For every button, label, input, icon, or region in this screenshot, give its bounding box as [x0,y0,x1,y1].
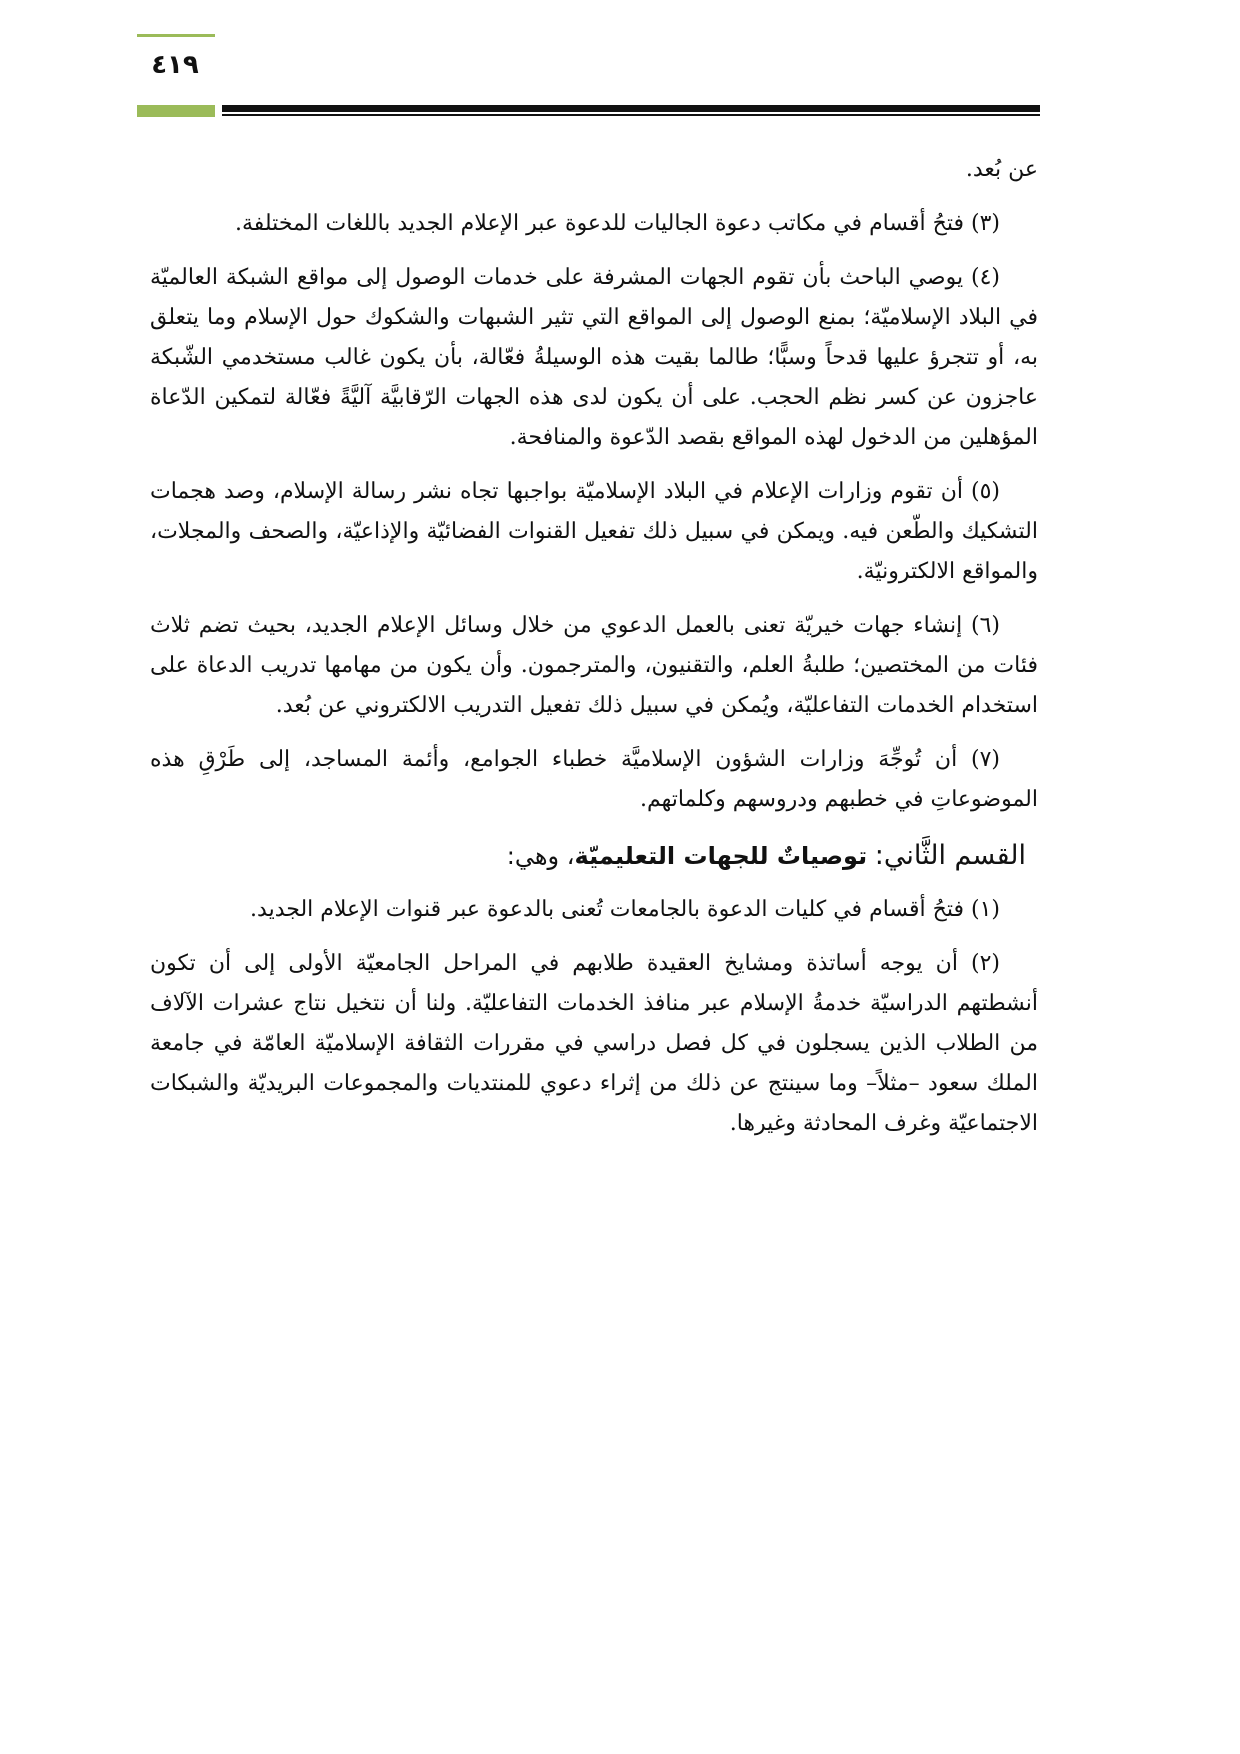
page-number: ٤١٩ [151,50,199,80]
header-rule-green-block [137,105,215,117]
recommendation-4: (٤) يوصي الباحث بأن تقوم الجهات المشرفة على خدمات الوصول إلى مواقع الشبكة العالميّة في البلاد الإسلاميّة؛ بمنع الوصول إلى المواقع التي تثير الشبهات والشكوك حول الإسلام وما يتعلق به، أو تتجرؤ عليها قدحاً وسبًّا؛ طالما بقيت هذه الوسيلةُ فعّالة، بأن يكون غالب مستخدمي الشّبكة عاجزون عن كسر نظم الحجب. على أن يكون لدى هذه الجهات الرّقابيَّة آليَّةً فعّالة لتمكين الدّعاة المؤهلين من الدخول لهذه المواقع بقصد الدّعوة والمنافحة. [150,265,1038,450]
header-rule-thin [222,114,1040,116]
section-heading-part: القسم الثَّاني: [874,840,1026,871]
recommendation-5: (٥) أن تقوم وزارات الإعلام في البلاد الإسلاميّة بواجبها تجاه نشر رسالة الإسلام، وصد هجمات التشكيك والطّعن فيه. ويمكن في سبيل ذلك تفعيل القنوات الفضائيّة والإذاعيّة، والصحف والمجلات، والمواقع الالكترونيّة. [150,479,1038,584]
recommendation-3: (٣) فتحُ أقسام في مكاتب دعوة الجاليات للدعوة عبر الإعلام الجديد باللغات المختلفة. [234,211,1000,236]
recommendation-7: (٧) أن تُوجِّهَ وزارات الشؤون الإسلاميَّة خطباء الجوامع، وأئمة المساجد، إلى طَرْقِ هذه الموضوعاتِ في خطبهم ودروسهم وكلماتهم. [150,747,1038,812]
page-body [150,150,1038,1158]
section-heading [150,834,1038,878]
recommendation-6: (٦) إنشاء جهات خيريّة تعنى بالعمل الدعوي من خلال وسائل الإعلام الجديد، بحيث تضم ثلاث فئات من المختصين؛ طلبةُ العلم، والتقنيون، والمترجمون. وأن يكون من مهامها تدريب الدعاة على استخدام الخدمات التفاعليّة، ويُمكن في سبيل ذلك تفعيل التدريب الالكتروني عن بُعد. [150,613,1038,718]
section-heading-title: توصياتٌ للجهات التعليميّة [574,842,868,870]
education-recommendation-1: (١) فتحُ أقسام في كليات الدعوة بالجامعات تُعنى بالدعوة عبر قنوات الإعلام الجديد. [250,897,1000,922]
header-rule-thick [222,105,1040,112]
header-accent-line [137,34,215,37]
paragraph-continuation: عن بُعد. [965,157,1038,182]
section-heading-tail: ، وهي: [506,842,575,870]
education-recommendation-2: (٢) أن يوجه أساتذة ومشايخ العقيدة طلابهم في المراحل الجامعيّة الأولى إلى أن تكون أنشطتهم الدراسيّة خدمةُ الإسلام عبر منافذ الخدمات التفاعليّة. ولنا أن نتخيل نتاج عشرات الآلاف من الطلاب الذين يسجلون في كل فصل دراسي في مقررات الثقافة الإسلاميّة العامّة في جامعة الملك سعود –مثلاً– وما سينتج عن ذلك من إثراء دعوي للمنتديات والمجموعات البريديّة والشبكات الاجتماعيّة وغرف المحادثة وغيرها. [150,951,1038,1136]
